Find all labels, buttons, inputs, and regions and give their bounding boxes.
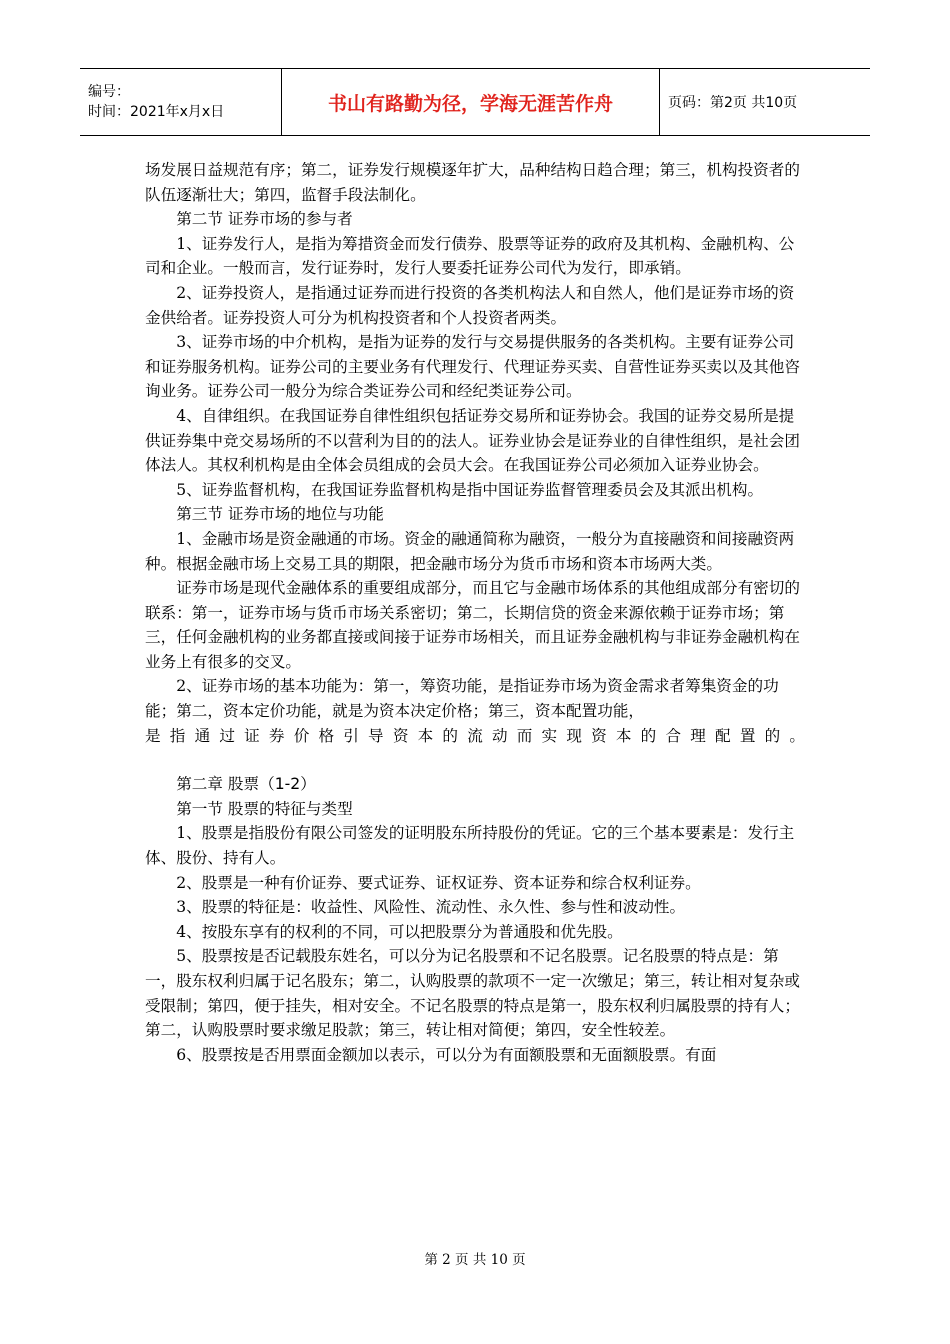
paragraph: 2、证券投资人，是指通过证券而进行投资的各类机构法人和自然人，他们是证券市场的资金供给者。证券投资人可分为机构投资者和个人投资者两类。: [145, 283, 795, 327]
doc-time-label: 时间：2021年x月x日: [88, 104, 225, 120]
header-motto: [282, 69, 660, 135]
paragraph: 5、股票按是否记载股东姓名，可以分为记名股票和不记名股票。记名股票的特点是：第一，股东权利归属于记名股东；第二，认购股票的款项不一定一次缴足；第三，转让相对复杂或受限制；第四，便于挂失，相对安全。不记名股票的特点是第一，股东权利归属股票的持有人；第二，认购股票时要求缴足股款；第三，转让相对简便；第四，安全性较差。: [145, 947, 800, 1040]
paragraph: 1、证券发行人，是指为筹措资金而发行债券、股票等证券的政府及其机构、金融机构、公司和企业。一般而言，发行证券时，发行人要委托证券公司代为发行，即承销。: [145, 234, 795, 278]
header-meta: [80, 69, 282, 135]
paragraph: 3、股票的特征是：收益性、风险性、流动性、永久性、参与性和波动性。: [176, 898, 686, 917]
paragraph-continued: 场发展日益规范有序；第二，证券发行规模逐年扩大，品种结构日趋合理；第三，机构投资者的队伍逐渐壮大；第四，监督手段法制化。: [145, 161, 800, 204]
page-footer: 第 2 页 共 10 页: [424, 1252, 526, 1268]
section-heading: 第二节 证券市场的参与者: [176, 210, 353, 229]
paragraph: 3、证券市场的中介机构，是指为证券的发行与交易提供服务的各类机构。主要有证券公司和证券服务机构。证券公司的主要业务有代理发行、代理证券买卖、自营性证券买卖以及其他咨询业务。证券公司一般分为综合类证券公司和经纪类证券公司。: [145, 333, 800, 401]
paragraph: 2、证券市场的基本功能为：第一，筹资功能，是指证券市场为资金需求者筹集资金的功能；第二，资本定价功能，就是为资本决定价格；第三，资本配置功能，: [145, 677, 779, 721]
chapter-range: （1-2）: [259, 775, 316, 794]
paragraph: 2、股票是一种有价证券、要式证券、证权证券、资本证券和综合权利证券。: [176, 873, 701, 892]
page-header: [80, 68, 870, 136]
paragraph: 1、金融市场是资金融通的市场。资金的融通简称为融资，一般分为直接融资和间接融资两种。根据金融市场上交易工具的期限，把金融市场分为货币市场和资本市场两大类。: [145, 529, 795, 573]
document-body: [145, 158, 805, 1067]
chapter-title: 第二章 股票: [176, 775, 260, 794]
paragraph: 1、股票是指股份有限公司签发的证明股东所持股份的凭证。它的三个基本要素是：发行主体、股份、持有人。: [145, 824, 795, 868]
paragraph: 5、证券监督机构，在我国证券监督机构是指中国证券监督管理委员会及其派出机构。: [176, 480, 764, 499]
paragraph-justified-line: 是指通过证券价格引导资本的流动而实现资本的合理配置的。: [145, 726, 805, 745]
paragraph: 6、股票按是否用票面金额加以表示，可以分为有面额股票和无面额股票。有面: [176, 1045, 717, 1064]
blank-line: [145, 748, 805, 772]
paragraph: 证券市场是现代金融体系的重要组成部分，而且它与金融市场体系的其他组成部分有密切的联系：第一，证券市场与货币市场关系密切；第二，长期信贷的资金来源依赖于证券市场；第三，任何金融机构的业务都直接或间接于证券市场相关，而且证券金融机构与非证券金融机构在业务上有很多的交叉。: [145, 579, 800, 671]
doc-number-label: 编号：: [88, 84, 130, 100]
motto-text: 书山有路勤为径，学海无涯苦作舟: [327, 92, 613, 115]
chapter-heading: [145, 772, 805, 797]
page-info-text: 页码：第2页 共10页: [668, 95, 798, 111]
paragraph: 4、自律组织。在我国证券自律性组织包括证券交易所和证券协会。我国的证券交易所是提供证券集中竞交易场所的不以营利为目的的法人。证券业协会是证券业的自律性组织，是社会团体法人。其权利机构是由全体会员组成的会员大会。在我国证券公司必须加入证券业协会。: [145, 406, 800, 475]
section-heading: 第一节 股票的特征与类型: [176, 799, 353, 818]
section-heading: 第三节 证券市场的地位与功能: [176, 505, 384, 524]
paragraph: 4、按股东享有的权利的不同，可以把股票分为普通股和优先股。: [176, 922, 623, 941]
header-page-info: [660, 69, 870, 135]
